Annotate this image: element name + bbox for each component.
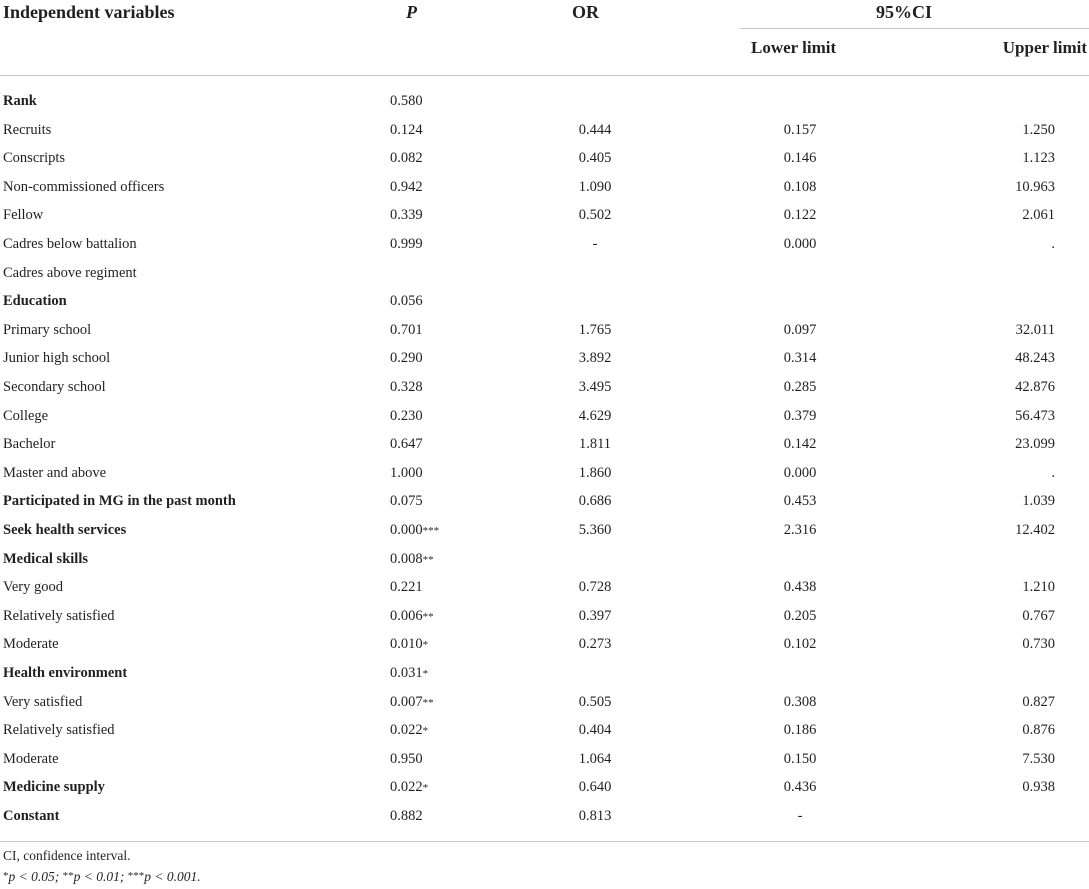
- significance-stars: *: [422, 668, 429, 680]
- significance-stars: ***: [422, 525, 440, 537]
- table-row: [0, 344, 1089, 373]
- row-p-value: 0.647: [390, 436, 423, 453]
- row-lower-limit: 0.097: [783, 321, 817, 338]
- row-p-value: 0.075: [390, 493, 423, 510]
- table-row: [0, 602, 1089, 631]
- row-p-value: 0.950: [390, 750, 423, 767]
- header-or: OR: [572, 2, 599, 22]
- row-label: Master and above: [3, 464, 107, 481]
- row-label: Secondary school: [3, 379, 106, 395]
- row-odds-ratio: 0.640: [578, 779, 612, 796]
- significance-stars: *: [422, 725, 429, 738]
- table-row: [0, 802, 1089, 831]
- row-label: Recruits: [3, 121, 52, 138]
- row-lower-limit: 0.186: [783, 722, 817, 739]
- row-odds-ratio: 0.273: [578, 636, 612, 653]
- row-label: Relatively satisfied: [3, 722, 115, 739]
- row-label: Non-commissioned officers: [3, 178, 165, 195]
- row-upper-limit: 48.243: [1015, 350, 1055, 367]
- footnote-sig2: p < 0.01;: [73, 869, 128, 884]
- row-odds-ratio: 1.090: [578, 178, 612, 195]
- row-label: Cadres above regiment: [3, 264, 137, 281]
- row-p-value: 0.000***: [390, 522, 440, 538]
- table-row: [0, 87, 1089, 116]
- row-p-value: 1.000: [390, 464, 423, 481]
- row-upper-limit: 1.210: [1022, 579, 1055, 596]
- row-lower-limit: 0.142: [783, 436, 817, 453]
- row-lower-limit: 0.308: [783, 693, 817, 710]
- row-label: Relatively satisfied: [3, 607, 115, 624]
- row-upper-limit: 42.876: [1015, 379, 1055, 395]
- row-lower-limit: 0.314: [783, 350, 817, 367]
- row-p-value: 0.022*: [390, 722, 429, 739]
- footnote-significance: [3, 869, 201, 885]
- header-p: P: [406, 2, 417, 22]
- significance-stars: *: [422, 782, 429, 795]
- row-label: Primary school: [3, 321, 92, 338]
- table-row: [0, 316, 1089, 345]
- footnote-ci: CI, confidence interval.: [3, 848, 131, 863]
- row-label: Moderate: [3, 750, 59, 767]
- row-p-value: 0.580: [390, 93, 423, 109]
- table-row: [0, 688, 1089, 717]
- table-row: [0, 402, 1089, 431]
- table-row: [0, 573, 1089, 602]
- footnote-sig3: p < 0.001.: [144, 869, 201, 884]
- row-lower-limit: 0.285: [783, 379, 817, 395]
- row-odds-ratio: 0.686: [578, 493, 612, 510]
- table-row: [0, 745, 1089, 774]
- row-p-value: 0.942: [390, 178, 423, 195]
- table-row: [0, 116, 1089, 145]
- row-upper-limit: 1.039: [1022, 493, 1055, 510]
- row-lower-limit: 0.436: [783, 779, 817, 796]
- row-odds-ratio: 5.360: [578, 522, 612, 538]
- row-upper-limit: 0.938: [1022, 779, 1055, 796]
- row-p-value: 0.082: [390, 150, 423, 167]
- header-95ci: 95%CI: [876, 2, 933, 22]
- row-p-value: 0.882: [390, 808, 423, 824]
- row-lower-limit: 0.157: [783, 121, 817, 138]
- table-row: [0, 430, 1089, 459]
- header-lower-limit: Lower limit: [751, 38, 837, 57]
- row-lower-limit: 0.108: [783, 178, 817, 195]
- table-row: [0, 630, 1089, 659]
- table-row: [0, 773, 1089, 802]
- row-upper-limit: 10.963: [1015, 178, 1055, 195]
- row-odds-ratio: 3.892: [578, 350, 612, 367]
- row-odds-ratio: 0.813: [578, 808, 612, 824]
- row-label: Medicine supply: [3, 779, 105, 796]
- row-upper-limit: 23.099: [1015, 436, 1055, 453]
- row-p-value: 0.031*: [390, 665, 429, 681]
- row-upper-limit: 1.250: [1022, 121, 1055, 138]
- row-label: Bachelor: [3, 436, 56, 453]
- row-label: Rank: [3, 93, 37, 109]
- row-label: Health environment: [3, 665, 128, 681]
- row-p-value: 0.010*: [390, 636, 429, 653]
- row-odds-ratio: 4.629: [578, 407, 612, 424]
- table-row: [0, 230, 1089, 259]
- row-p-value: 0.221: [390, 579, 423, 596]
- row-p-value: 0.328: [390, 379, 423, 395]
- row-label: Constant: [3, 808, 60, 824]
- row-p-value: 0.008**: [390, 550, 434, 567]
- row-upper-limit: 2.061: [1022, 207, 1055, 224]
- significance-stars: **: [422, 610, 434, 623]
- row-upper-limit: 32.011: [1015, 321, 1055, 338]
- row-lower-limit: 2.316: [783, 522, 817, 538]
- row-odds-ratio: 1.811: [578, 436, 612, 453]
- footnote-star-3: ***: [127, 870, 145, 882]
- row-p-value: 0.006**: [390, 607, 434, 624]
- row-odds-ratio: 0.444: [578, 121, 612, 138]
- row-label: Medical skills: [3, 550, 88, 567]
- table-row: [0, 144, 1089, 173]
- row-odds-ratio: -: [592, 236, 598, 252]
- row-p-value: 0.290: [390, 350, 423, 367]
- row-odds-ratio: 0.404: [578, 722, 612, 739]
- row-odds-ratio: 0.505: [578, 693, 612, 710]
- row-odds-ratio: 0.502: [578, 207, 612, 224]
- row-label: Junior high school: [3, 350, 111, 367]
- header-independent-variables: Independent variables: [3, 2, 175, 22]
- row-lower-limit: 0.150: [783, 750, 817, 767]
- row-odds-ratio: 1.765: [578, 321, 612, 338]
- row-lower-limit: 0.379: [783, 407, 817, 424]
- table-row: [0, 201, 1089, 230]
- table-row: [0, 287, 1089, 316]
- row-label: Very satisfied: [3, 693, 83, 710]
- table-row: [0, 659, 1089, 688]
- table-row: [0, 516, 1089, 545]
- header-bottom-rule: [0, 75, 1089, 76]
- row-label: Conscripts: [3, 150, 66, 167]
- header-upper-limit: Upper limit: [1002, 38, 1087, 57]
- row-label: Participated in MG in the past month: [3, 493, 236, 510]
- row-p-value: 0.339: [390, 207, 423, 224]
- row-lower-limit: 0.146: [783, 150, 817, 167]
- row-lower-limit: -: [797, 808, 803, 824]
- row-label: Cadres below battalion: [3, 236, 137, 252]
- table-row: [0, 173, 1089, 202]
- row-p-value: 0.230: [390, 407, 423, 424]
- row-upper-limit: 12.402: [1015, 522, 1055, 538]
- row-upper-limit: .: [1051, 464, 1055, 481]
- row-upper-limit: 1.123: [1022, 150, 1055, 167]
- row-upper-limit: 7.530: [1022, 750, 1055, 767]
- row-p-value: 0.022*: [390, 779, 429, 796]
- row-p-value: 0.056: [390, 293, 423, 310]
- row-odds-ratio: 1.064: [578, 750, 612, 767]
- row-lower-limit: 0.205: [783, 607, 817, 624]
- significance-stars: *: [422, 639, 429, 652]
- row-p-value: 0.999: [390, 236, 423, 252]
- table-row: [0, 259, 1089, 288]
- row-odds-ratio: 0.728: [578, 579, 612, 596]
- row-upper-limit: .: [1051, 236, 1055, 252]
- row-lower-limit: 0.122: [783, 207, 817, 224]
- row-upper-limit: 0.730: [1022, 636, 1055, 653]
- row-upper-limit: 56.473: [1015, 407, 1055, 424]
- row-label: Seek health services: [3, 522, 127, 538]
- row-lower-limit: 0.000: [783, 236, 817, 252]
- row-lower-limit: 0.000: [783, 464, 817, 481]
- row-lower-limit: 0.102: [783, 636, 817, 653]
- row-odds-ratio: 0.405: [578, 150, 612, 167]
- row-label: Moderate: [3, 636, 59, 653]
- row-lower-limit: 0.438: [783, 579, 817, 596]
- ci-header-rule: [740, 28, 1089, 29]
- row-upper-limit: 0.876: [1022, 722, 1055, 739]
- row-label: Education: [3, 293, 67, 310]
- table-row: [0, 373, 1089, 402]
- footnote-star-1: *: [3, 870, 9, 882]
- table-row: [0, 487, 1089, 516]
- footnote-star-2: **: [62, 870, 74, 882]
- row-label: Fellow: [3, 207, 44, 224]
- row-label: Very good: [3, 579, 64, 596]
- table-bottom-rule: [0, 841, 1089, 842]
- row-odds-ratio: 0.397: [578, 607, 612, 624]
- row-upper-limit: 0.827: [1022, 693, 1055, 710]
- row-odds-ratio: 1.860: [578, 464, 612, 481]
- row-odds-ratio: 3.495: [578, 379, 612, 395]
- significance-stars: **: [422, 696, 434, 709]
- table-row: [0, 545, 1089, 574]
- significance-stars: **: [422, 553, 434, 566]
- footnote-sig1: p < 0.05;: [8, 869, 63, 884]
- row-upper-limit: 0.767: [1022, 607, 1055, 624]
- row-p-value: 0.701: [390, 321, 423, 338]
- table-row: [0, 716, 1089, 745]
- row-p-value: 0.007**: [390, 693, 434, 710]
- table-row: [0, 459, 1089, 488]
- row-lower-limit: 0.453: [783, 493, 817, 510]
- row-p-value: 0.124: [390, 121, 423, 138]
- row-label: College: [3, 407, 49, 424]
